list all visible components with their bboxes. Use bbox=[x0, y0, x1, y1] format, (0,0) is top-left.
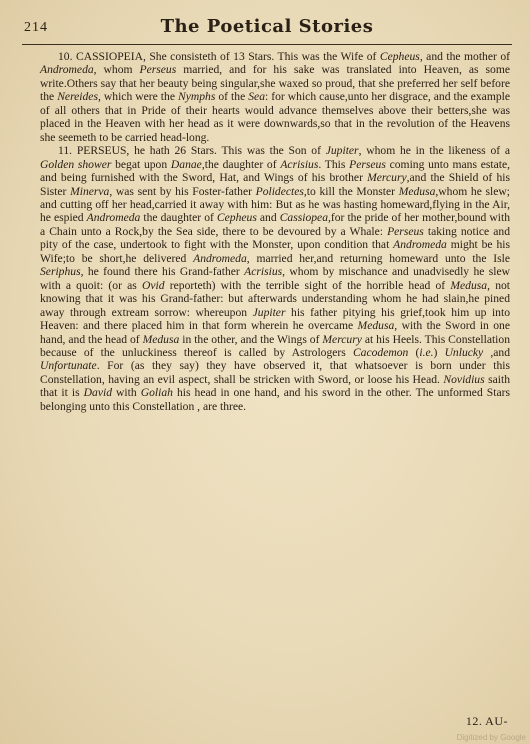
italic-run: Minerva bbox=[70, 184, 110, 198]
text-run: , which were the bbox=[97, 90, 178, 104]
italic-run: Jupiter bbox=[325, 144, 359, 158]
text-run: of the bbox=[215, 90, 249, 104]
italic-run: Nymphs bbox=[178, 90, 216, 104]
italic-run: Cepheus bbox=[216, 211, 257, 225]
header-rule bbox=[22, 44, 512, 45]
italic-run: Ovid bbox=[142, 278, 165, 292]
text-run: , not knowing that it was his Grand-father: but afterwards understanding whom he had slain,he pined away through extream sorrow: whereupon bbox=[40, 278, 511, 319]
italic-run: Cacodemon bbox=[352, 345, 409, 359]
text-run: with bbox=[112, 386, 141, 400]
text-run: ,and the Shield of his Sister bbox=[40, 171, 510, 198]
text-run: , married her,and returning homeward unto the Isle bbox=[246, 251, 510, 265]
text-run: ( bbox=[408, 345, 420, 359]
text-run: ,the daughter of bbox=[201, 157, 281, 171]
italic-run: Medusa bbox=[450, 278, 488, 292]
italic-run: Mercury bbox=[367, 171, 407, 185]
italic-run: Medusa bbox=[142, 332, 180, 346]
italic-run: Seriphus bbox=[40, 265, 81, 279]
italic-run: Polidectes bbox=[255, 184, 304, 198]
text-run: , whom bbox=[93, 63, 140, 77]
text-run: . For (as they say) they have observed it, that whatsoever is born under this Constellation, having an evil aspect, shall be stricken with Sword, or loose his Head. bbox=[40, 359, 510, 386]
italic-run: Danae bbox=[170, 157, 202, 171]
text-run: , was sent by his Foster-father bbox=[109, 184, 256, 198]
text-run: , and the mother of bbox=[419, 50, 510, 63]
text-run: 11. PERSEUS, he hath 26 Stars. This was the Son of bbox=[58, 144, 326, 158]
italic-run: Golden shower bbox=[40, 157, 112, 171]
italic-run: Acrisius bbox=[244, 265, 283, 279]
paragraph-perseus bbox=[40, 144, 510, 413]
watermark: Digitized by Google bbox=[456, 733, 526, 742]
italic-run: Andromeda bbox=[86, 211, 141, 225]
text-run: reporteth) with the terrible sight of the horrible head of bbox=[164, 278, 451, 292]
italic-run: Andromeda bbox=[193, 251, 247, 265]
text-run: ) bbox=[433, 345, 445, 359]
italic-run: Medusa bbox=[357, 319, 395, 333]
italic-run: David bbox=[83, 386, 113, 400]
text-run: and bbox=[256, 211, 280, 225]
italic-run: Andromeda bbox=[40, 63, 94, 77]
text-run: ,for the pride of her mother,bound with a Chain unto a Rock,by the Sea side, there to be devoured by a Whale: bbox=[40, 211, 511, 238]
text-run: ,and bbox=[483, 345, 510, 359]
text-run: coming unto mans estate, and being furnished with the Sword, Hat, and Wings of his brother bbox=[40, 157, 510, 185]
text-run: taking notice and pity of the case, undertook to fight with the Monster, upon condition that bbox=[40, 224, 510, 252]
text-run: his head in one hand, and his sword in the other. The unformed Stars belonging unto this Constellation , are three. bbox=[40, 386, 510, 413]
text-run: ,to kill the Monster bbox=[303, 184, 399, 198]
italic-run: Andromeda bbox=[393, 238, 447, 252]
text-run: in the other, and the Wings of bbox=[179, 332, 323, 346]
text-run: . This bbox=[318, 157, 350, 171]
italic-run: Perseus bbox=[349, 157, 386, 171]
italic-run: Jupiter bbox=[252, 305, 286, 319]
italic-run: Cepheus bbox=[379, 50, 420, 63]
italic-run: Mercury bbox=[322, 332, 362, 346]
italic-run: Perseus bbox=[139, 63, 177, 77]
italic-run: Unlucky bbox=[444, 345, 484, 359]
page-header bbox=[22, 16, 512, 42]
text-run: 10. CASSIOPEIA, She consisteth of 13 Stars. This was the Wife of bbox=[58, 50, 380, 63]
italic-run: Cassiopea bbox=[279, 211, 328, 225]
text-run: , he found there his Grand-father bbox=[80, 265, 245, 279]
text-run: , whom he in the likeness of a bbox=[358, 144, 511, 158]
italic-run: Novidius bbox=[443, 372, 485, 386]
body-text bbox=[40, 50, 510, 413]
text-run: : for which cause,unto her disgrace, and the example of all others that in Pride of their hearts would advance themselves above their betters,she was placed in the Heaven with her head as it were downwards,so that in the revolution of the Heavens she seemeth to be carried head-long. bbox=[40, 90, 510, 144]
italic-run: Nereides bbox=[57, 90, 98, 104]
catchword: 12. AU- bbox=[465, 714, 508, 728]
italic-run: Unfortunate bbox=[40, 359, 97, 373]
italic-run: i.e. bbox=[419, 345, 434, 359]
text-run: the daughter of bbox=[140, 211, 217, 225]
italic-run: Acrisius bbox=[280, 157, 319, 171]
italic-run: Goliah bbox=[140, 386, 173, 400]
text-run: his father pitying his grief,took him up into Heaven: and there placed him in that form wherein he overcame bbox=[40, 305, 510, 333]
italic-run: Medusa bbox=[398, 184, 436, 198]
text-run: , with the Sword in one hand, and the head of bbox=[40, 319, 510, 346]
italic-run: Sea bbox=[248, 90, 265, 104]
running-head: The Poetical Stories bbox=[160, 16, 374, 37]
text-run: ,whom he slew; and cutting off her head,carried it away with him: But as he was hasting homeward,flying in the Air, he espied bbox=[40, 184, 510, 225]
text-run: saith that it is bbox=[40, 372, 510, 400]
text-run: begat upon bbox=[111, 157, 171, 171]
text-run: might be his Wife;to be short,he delivered bbox=[40, 238, 510, 265]
text-run: married, and for his sake was translated into Heaven, as some write.Others say that her beauty being singular,she waxed so proud, that she preferred her self before the bbox=[40, 63, 510, 104]
page-number: 214 bbox=[24, 20, 48, 35]
paragraph-cassiopeia bbox=[40, 50, 510, 144]
text-run: , whom by mischance and unadvisedly he slew with a quoit: (or as bbox=[40, 265, 510, 292]
text-run: at his Heels. This Constellation because of the unluckiness thereof is called by Astrologers bbox=[40, 332, 510, 359]
italic-run: Perseus bbox=[387, 224, 424, 238]
